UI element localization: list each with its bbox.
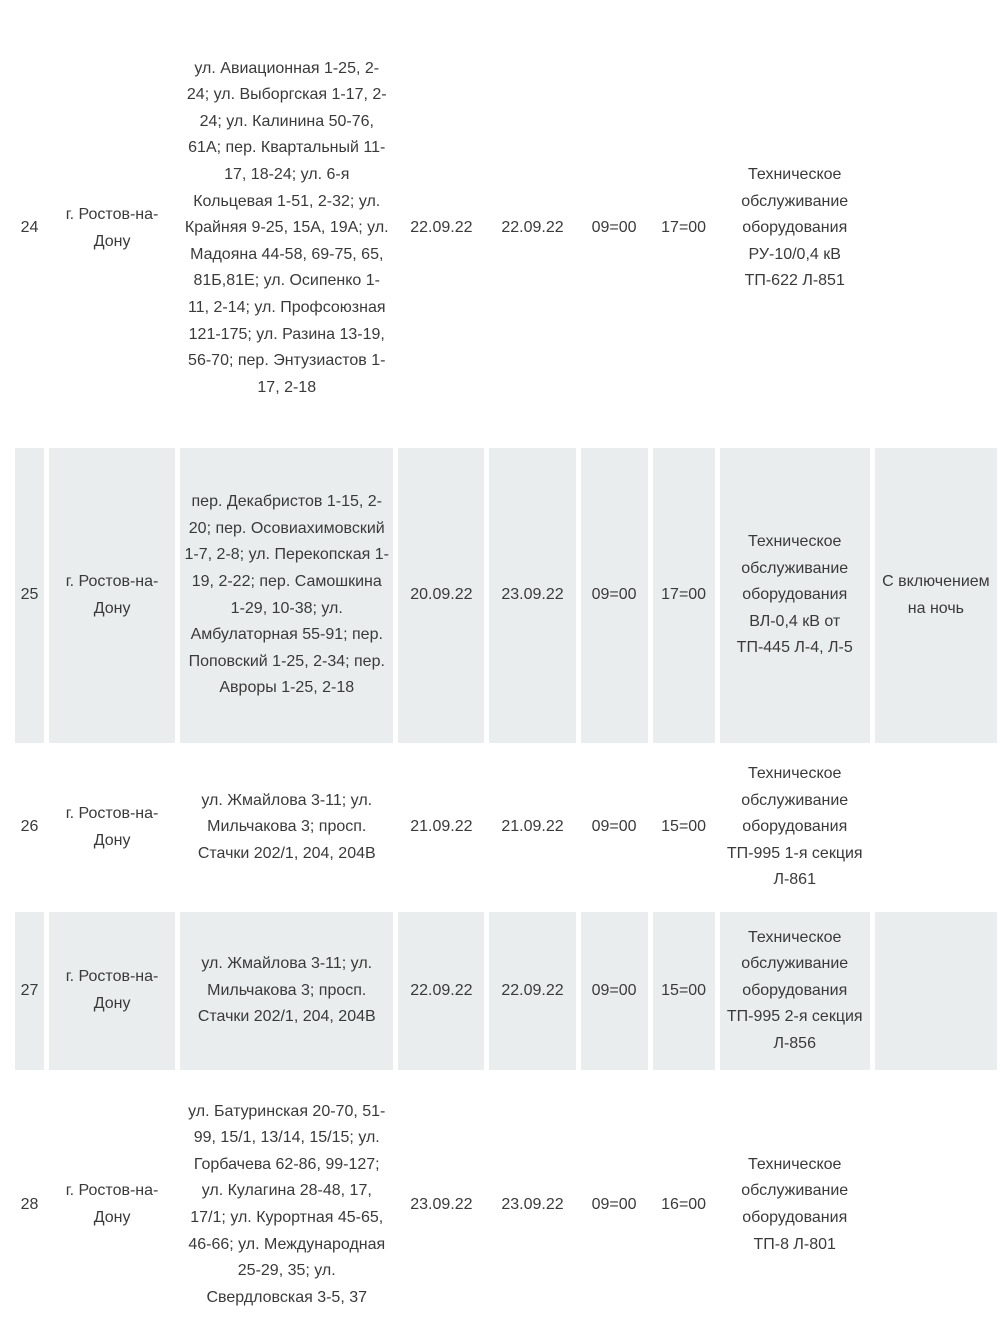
start-date-cell: 23.09.22: [398, 1075, 484, 1335]
addresses-cell: ул. Авиационная 1-25, 2-24; ул. Выборгская 1-17, 2-24; ул. Калинина 50-76, 61А; пер. Квартальный 11-17, 18-24; ул. 6-я Кольцевая 1-51, 2-32; ул. Крайняя 9-25, 15А, 19А; ул. Мадояна 44-58, 69-75, 65, 81Б,81Е; ул. Осипенко 1-11, 2-14; ул. Профсоюзная 121-175; ул. Разина 13-19, 56-70; пер. Энтузиастов 1-17, 2-18: [180, 14, 393, 443]
start-time-cell: 09=00: [581, 14, 648, 443]
end-date-cell: 23.09.22: [489, 1075, 575, 1335]
table-row: [15, 448, 997, 743]
work-description-cell: Техническое обслуживание оборудования ТП-995 2-я секция Л-856: [720, 912, 870, 1070]
start-date-cell: 22.09.22: [398, 14, 484, 443]
note-cell: [875, 14, 997, 443]
end-time-cell: 17=00: [653, 14, 715, 443]
row-number: 27: [15, 912, 44, 1070]
work-description-cell: Техническое обслуживание оборудования ТП-8 Л-801: [720, 1075, 870, 1335]
city-cell: г. Ростов-на-Дону: [49, 14, 175, 443]
start-date-cell: 21.09.22: [398, 748, 484, 907]
note-cell: [875, 1075, 997, 1335]
start-time-cell: 09=00: [581, 448, 648, 743]
work-description-cell: Техническое обслуживание оборудования РУ-10/0,4 кВ ТП-622 Л-851: [720, 14, 870, 443]
addresses-cell: ул. Жмайлова 3-11; ул. Мильчакова 3; просп. Стачки 202/1, 204, 204В: [180, 912, 393, 1070]
note-cell: [875, 748, 997, 907]
city-cell: г. Ростов-на-Дону: [49, 912, 175, 1070]
start-date-cell: 20.09.22: [398, 448, 484, 743]
work-description-cell: Техническое обслуживание оборудования ВЛ-0,4 кВ от ТП-445 Л-4, Л-5: [720, 448, 870, 743]
end-date-cell: 23.09.22: [489, 448, 575, 743]
addresses-cell: ул. Батуринская 20-70, 51-99, 15/1, 13/14, 15/15; ул. Горбачева 62-86, 99-127; ул. Кулагина 28-48, 17, 17/1; ул. Курортная 45-65, 46-66; ул. Международная 25-29, 35; ул. Свердловская 3-5, 37: [180, 1075, 393, 1335]
addresses-cell: пер. Декабристов 1-15, 2-20; пер. Осовиахимовский 1-7, 2-8; ул. Перекопская 1-19, 2-22; пер. Самошкина 1-29, 10-38; ул. Амбулаторная 55-91; пер. Поповский 1-25, 2-34; пер. Авроры 1-25, 2-18: [180, 448, 393, 743]
row-number: 25: [15, 448, 44, 743]
table-row: [15, 912, 997, 1070]
start-time-cell: 09=00: [581, 1075, 648, 1335]
row-number: 26: [15, 748, 44, 907]
end-time-cell: 17=00: [653, 448, 715, 743]
city-cell: г. Ростов-на-Дону: [49, 448, 175, 743]
note-cell: [875, 912, 997, 1070]
outage-schedule-table: [10, 0, 1000, 1340]
previous-row-remnant: [15, 1, 997, 9]
end-date-cell: 21.09.22: [489, 748, 575, 907]
work-description-cell: Техническое обслуживание оборудования ТП-995 1-я секция Л-861: [720, 748, 870, 907]
city-cell: г. Ростов-на-Дону: [49, 748, 175, 907]
city-cell: г. Ростов-на-Дону: [49, 1075, 175, 1335]
start-date-cell: 22.09.22: [398, 912, 484, 1070]
row-number: 28: [15, 1075, 44, 1335]
end-date-cell: 22.09.22: [489, 912, 575, 1070]
end-time-cell: 15=00: [653, 912, 715, 1070]
note-cell: С включением на ночь: [875, 448, 997, 743]
table-row: [15, 1075, 997, 1335]
table-row: [15, 748, 997, 907]
end-time-cell: 15=00: [653, 748, 715, 907]
end-date-cell: 22.09.22: [489, 14, 575, 443]
end-time-cell: 16=00: [653, 1075, 715, 1335]
start-time-cell: 09=00: [581, 912, 648, 1070]
start-time-cell: 09=00: [581, 748, 648, 907]
table-row: [15, 14, 997, 443]
addresses-cell: ул. Жмайлова 3-11; ул. Мильчакова 3; просп. Стачки 202/1, 204, 204В: [180, 748, 393, 907]
row-number: 24: [15, 14, 44, 443]
